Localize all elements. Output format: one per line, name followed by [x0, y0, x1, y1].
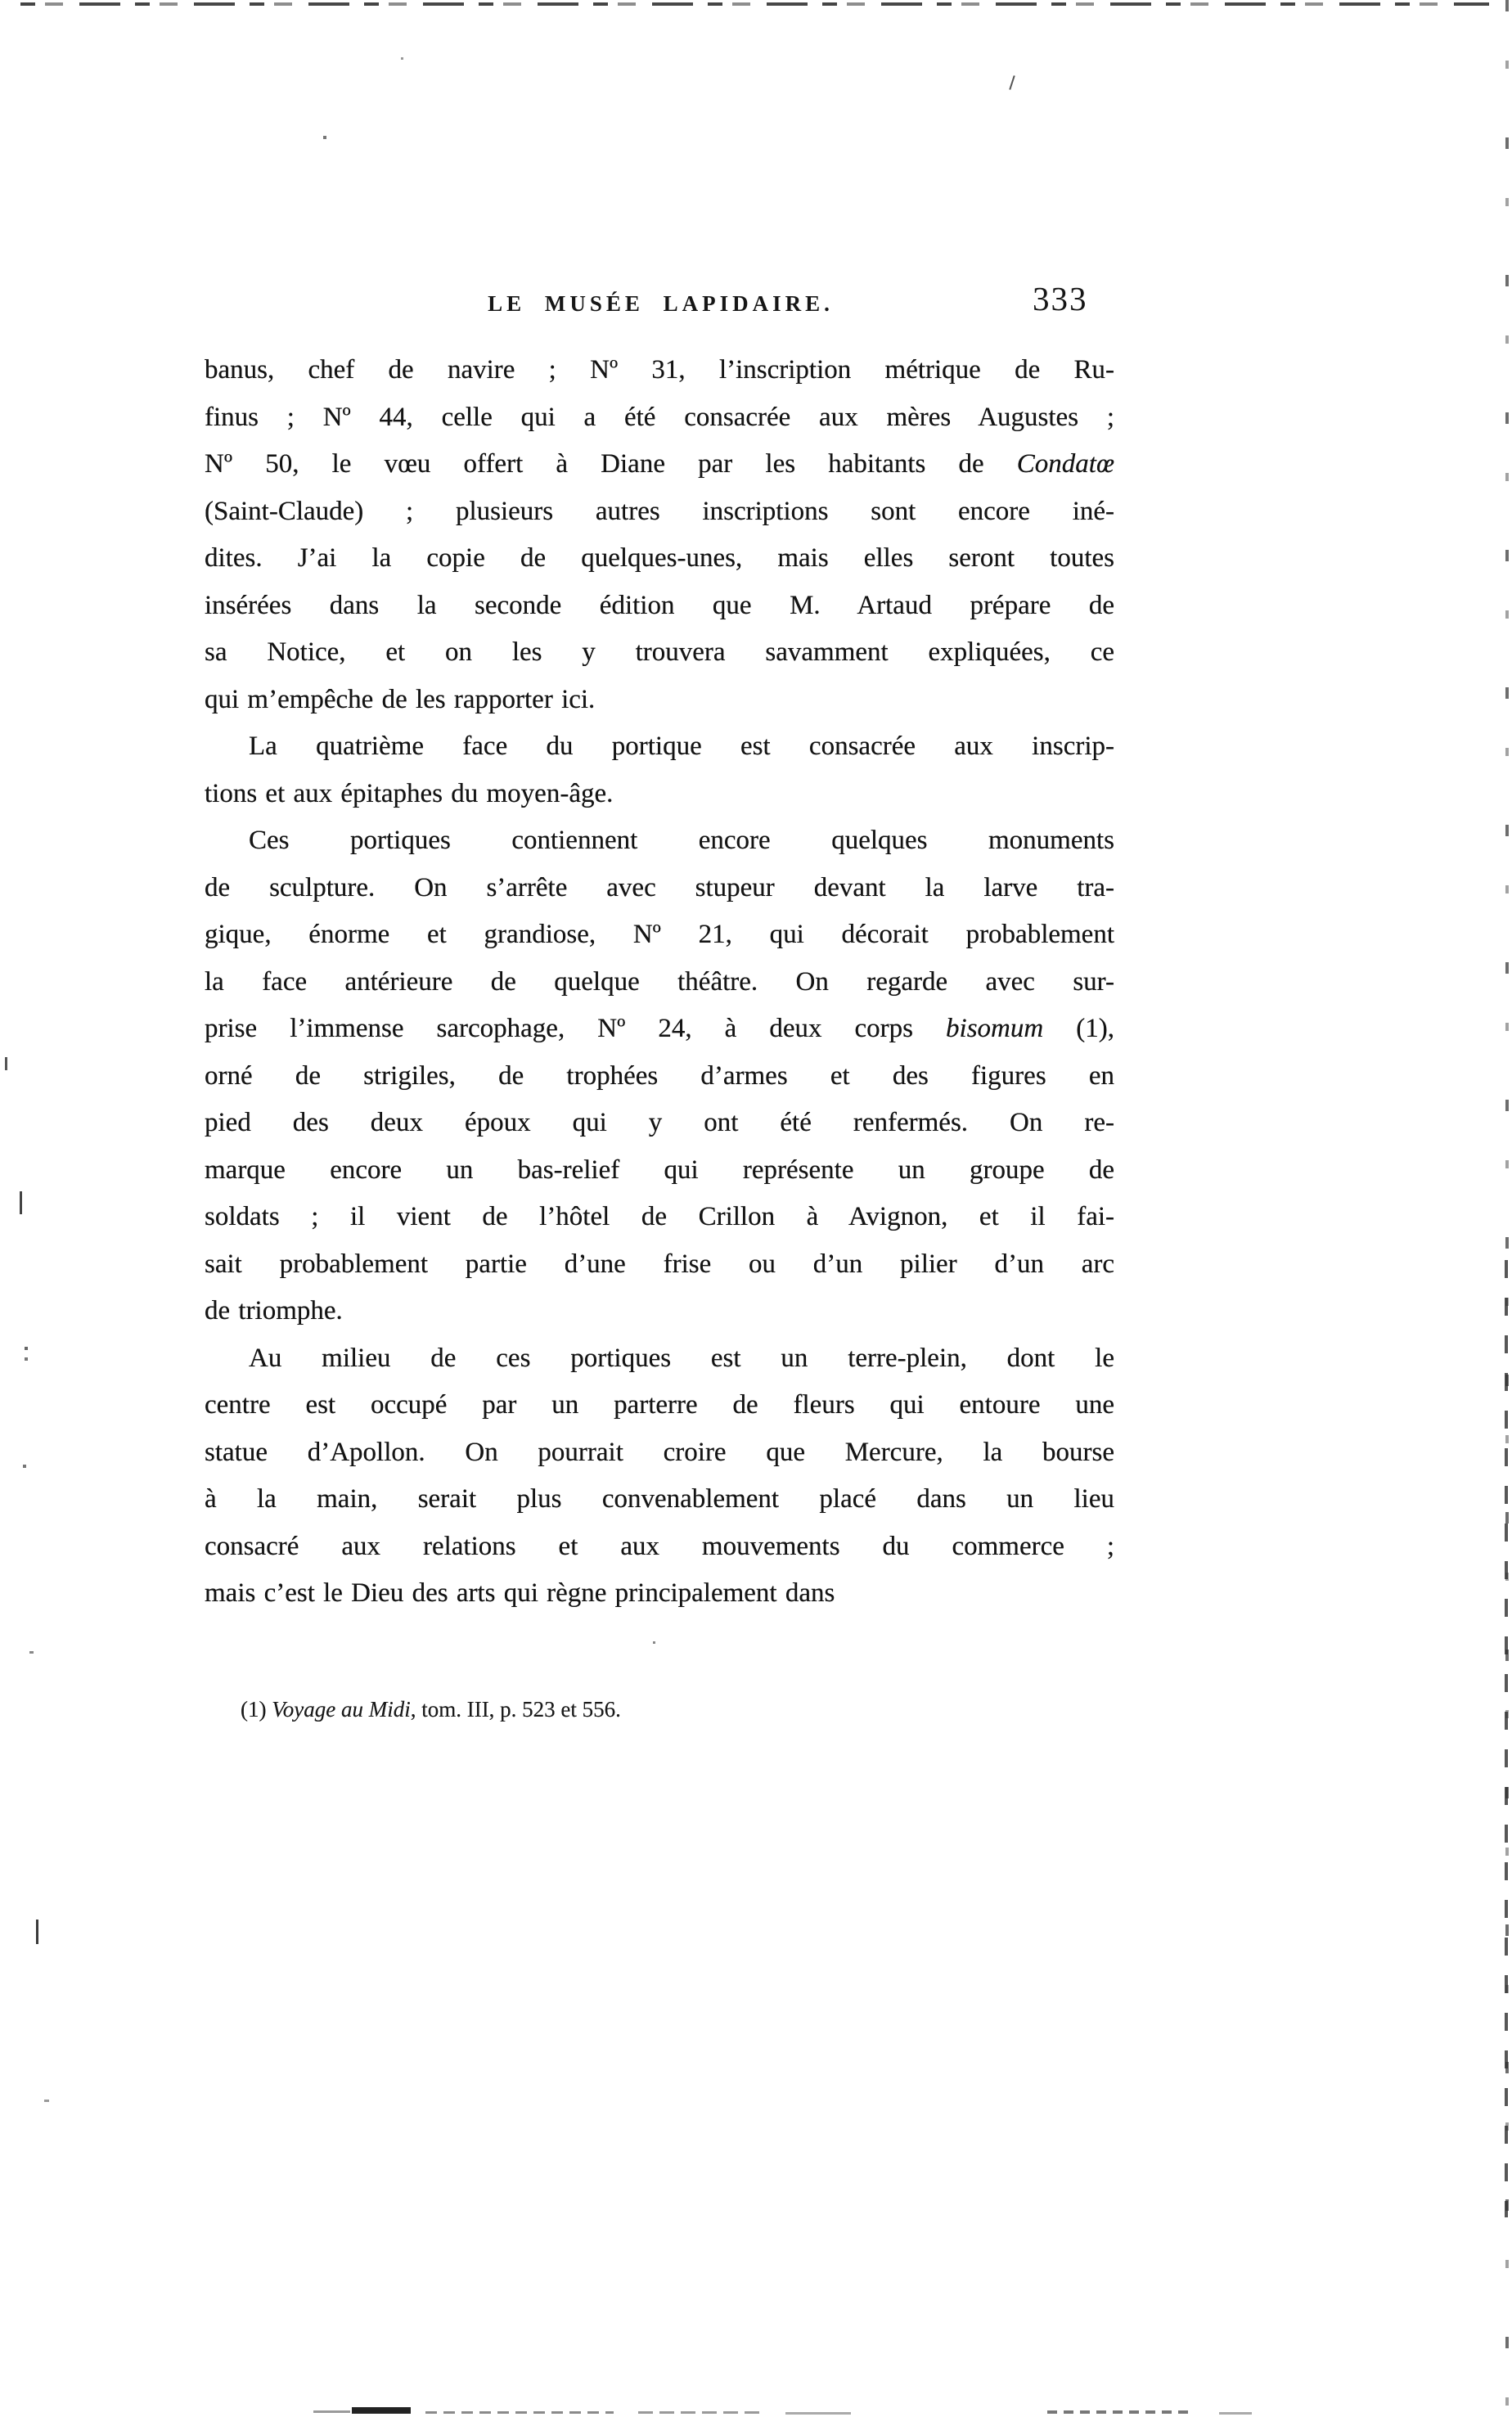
scan-speck: [5, 1057, 7, 1070]
scan-artifact-right-edge: [1505, 0, 1509, 2417]
scan-speck: [29, 1651, 34, 1654]
footnote: (1) Voyage au Midi, tom. III, p. 523 et 556.: [241, 1697, 621, 1722]
text-line: à la main, serait plus convenablement placé dans un lieu: [205, 1484, 1114, 1514]
text-line: Au milieu de ces portiques est un terre-plein, dont le: [249, 1343, 1114, 1373]
scan-artifact-right-edge-dense: [1505, 1260, 1508, 2217]
running-title: LE MUSÉE LAPIDAIRE.: [488, 291, 834, 316]
paragraph: [205, 1335, 1114, 1618]
text-line: La quatrième face du portique est consacrée aux inscrip-: [249, 731, 1114, 761]
scan-speck: [323, 136, 326, 139]
text-line: pied des deux époux qui y ont été renfermés. On re-: [205, 1108, 1114, 1137]
text-line: de sculpture. On s’arrête avec stupeur devant la larve tra-: [205, 872, 1114, 902]
scan-artifact-bottom-edge: [638, 2411, 761, 2414]
scan-speck: [20, 1191, 22, 1214]
scan-artifact-bottom-edge: [425, 2411, 614, 2414]
text-line: consacré aux relations et aux mouvements du commerce ;: [205, 1531, 1114, 1561]
text-line: la face antérieure de quelque théâtre. On regarde avec sur-: [205, 966, 1114, 997]
text-line: (Saint-Claude) ; plusieurs autres inscriptions sont encore iné-: [205, 496, 1114, 526]
text-line: Ces portiques contiennent encore quelques monuments: [249, 826, 1114, 855]
text-line: statue d’Apollon. On pourrait croire que Mercure, la bourse: [205, 1437, 1114, 1467]
scan-artifact-bottom-edge: [1047, 2410, 1195, 2414]
text-line: insérées dans la seconde édition que M. Artaud prépare de: [205, 590, 1114, 620]
text-line: dites. J’ai la copie de quelques-unes, mais elles seront toutes: [205, 543, 1114, 573]
scan-artifact-bottom-edge: [313, 2410, 350, 2413]
scan-artifact-top-edge: [20, 2, 1489, 6]
scan-speck: [36, 1920, 38, 1944]
text-line: prise l’immense sarcophage, Nº 24, à deux corps bisomum (1),: [205, 1014, 1115, 1043]
scan-speck: [401, 57, 403, 60]
page-number: 333: [1033, 280, 1088, 317]
text-line: qui m’empêche de les rapporter ici.: [205, 684, 596, 714]
scan-artifact-bottom-edge: [352, 2407, 411, 2414]
scan-speck: [44, 2100, 49, 2102]
text-line: mais c’est le Dieu des arts qui règne principalement dans: [205, 1578, 835, 1608]
scan-speck-slash: [1009, 75, 1015, 90]
text-line: centre est occupé par un parterre de fleurs qui entoure une: [205, 1390, 1114, 1420]
text-line: de triomphe.: [205, 1296, 343, 1326]
text-line: sa Notice, et on les y trouvera savamment expliquées, ce: [205, 637, 1114, 667]
text-line: soldats ; il vient de l’hôtel de Crillon à Avignon, et il fai-: [205, 1202, 1114, 1231]
text-line: gique, énorme et grandiose, Nº 21, qui décorait probablement: [205, 920, 1114, 949]
body-text: [205, 347, 1114, 1618]
text-line: finus ; Nº 44, celle qui a été consacrée aux mères Augustes ;: [205, 402, 1114, 432]
scan-artifact-bottom-edge: [785, 2412, 851, 2415]
scan-speck: [25, 1347, 28, 1350]
scan-artifact-bottom-edge: [1219, 2412, 1252, 2415]
paragraph: [205, 347, 1114, 723]
text-line: sait probablement partie d’une frise ou d’un pilier d’un arc: [205, 1249, 1114, 1279]
text-line: tions et aux épitaphes du moyen-âge.: [205, 778, 614, 808]
scan-speck: [653, 1641, 655, 1644]
text-line: Nº 50, le vœu offert à Diane par les habitants de Condatœ: [205, 449, 1114, 479]
text-line: marque encore un bas-relief qui représente un groupe de: [205, 1154, 1114, 1185]
paragraph: [205, 723, 1114, 817]
paragraph: [205, 817, 1114, 1335]
text-line: orné de strigiles, de trophées d’armes et des figures en: [205, 1060, 1114, 1091]
scan-speck: [23, 1465, 26, 1468]
text-line: banus, chef de navire ; Nº 31, l’inscription métrique de Ru-: [205, 355, 1114, 385]
